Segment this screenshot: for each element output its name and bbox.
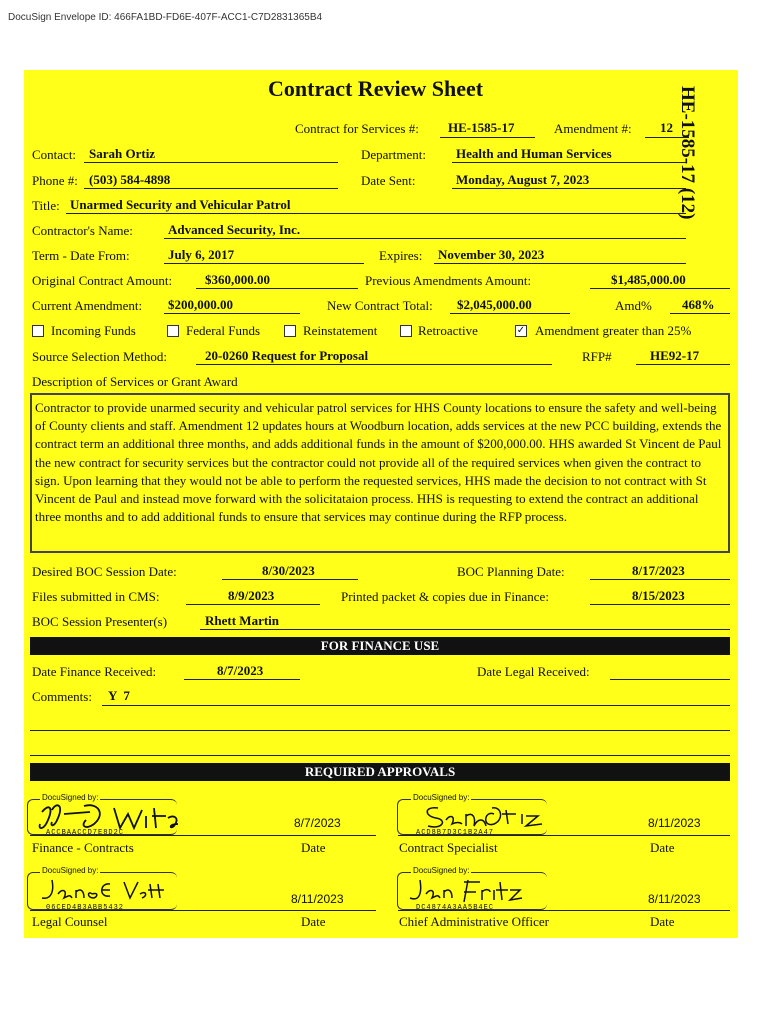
sig4-date: 8/11/2023	[648, 892, 701, 906]
presenter-value: Rhett Martin	[205, 613, 280, 628]
new-total-value: $2,045,000.00	[457, 297, 532, 312]
comments-line-2	[30, 730, 730, 731]
desired-boc-value: 8/30/2023	[262, 563, 315, 578]
rfp-line	[636, 364, 730, 365]
finance-use-bar: FOR FINANCE USE	[30, 637, 730, 655]
description-box: Contractor to provide unarmed security and vehicular patrol services for HHS County locations to ensure the safety and well-being of County clients and staff. Amendment 12 updates hours at Woodburn location, adds services at the new PCC building, extends the contract term an additional three months, and adds additional funds in the amount of $200,000.00. HHS awarded St Vincent de Paul the new contract for security services but the contractor could not provide all of the required services when given the contract to sign. Upon learning that they would not be able to perform the requested services, HHS made the decision to not contract with St Vincent de Paul and instead move forward with the solicitataion process. HHS is requesting to extend the contract an additional three months and to add additional funds to ensure that services may continue during the RFP process.	[30, 393, 730, 553]
sig3-date: 8/11/2023	[291, 892, 344, 906]
finance-contracts-label: Finance - Contracts	[32, 840, 134, 855]
reinstatement-checkbox[interactable]	[284, 325, 296, 337]
signature-id-4: DC4874A3AA5B4EC	[416, 904, 495, 912]
boc-planning-line	[590, 579, 730, 580]
new-total-label: New Contract Total:	[327, 298, 433, 313]
amd-percent-line	[670, 313, 730, 314]
expires-value: November 30, 2023	[438, 247, 545, 262]
date-sent-line	[452, 188, 686, 189]
amendment-number-label: Amendment #:	[554, 121, 632, 136]
expires-line	[434, 263, 686, 264]
original-amount-line	[196, 288, 358, 289]
department-value: Health and Human Services	[456, 146, 612, 161]
docusigned-label-1: DocuSigned by:	[42, 793, 99, 802]
cao-label: Chief Administrative Officer	[399, 914, 549, 929]
cms-label: Files submitted in CMS:	[32, 589, 160, 604]
title-label: Title:	[32, 198, 60, 213]
current-amendment-value: $200,000.00	[168, 297, 233, 312]
desired-boc-line	[222, 579, 358, 580]
new-total-line	[450, 313, 570, 314]
contact-label: Contact:	[32, 147, 77, 162]
source-selection-line	[196, 364, 552, 365]
phone-label: Phone #:	[32, 173, 78, 188]
rfp-label: RFP#	[582, 349, 612, 364]
federal-funds-checkbox[interactable]	[167, 325, 179, 337]
department-line	[452, 162, 686, 163]
comments-label: Comments:	[32, 689, 92, 704]
signature-id-1: ACCBAACCD7E8D2C	[46, 829, 125, 837]
amendment-over-25-checkbox[interactable]: ✓	[516, 325, 526, 336]
incoming-funds-label: Incoming Funds	[51, 323, 136, 338]
signature-id-3: 06CED4B3ABB5432	[46, 904, 125, 912]
required-approvals-bar: REQUIRED APPROVALS	[30, 763, 730, 781]
retroactive-checkbox[interactable]	[400, 325, 412, 337]
signature-chief-admin-officer	[406, 876, 536, 906]
sig1-date-label: Date	[301, 840, 326, 855]
sig3-date-label: Date	[301, 914, 326, 929]
phone-value: (503) 584-4898	[89, 172, 171, 187]
title-line	[66, 213, 686, 214]
amd-percent-value: 468%	[682, 297, 715, 312]
sig4-line	[398, 910, 730, 911]
date-sent-value: Monday, August 7, 2023	[456, 172, 590, 187]
sig1-date: 8/7/2023	[294, 816, 341, 830]
envelope-id: DocuSign Envelope ID: 466FA1BD-FD6E-407F-ACC1-C7D2831365B4	[8, 12, 323, 23]
printed-packet-value: 8/15/2023	[632, 588, 685, 603]
date-sent-label: Date Sent:	[361, 173, 416, 188]
sig3-line	[30, 910, 376, 911]
original-amount-label: Original Contract Amount:	[32, 273, 173, 288]
printed-packet-label: Printed packet & copies due in Finance:	[341, 589, 549, 604]
amendment-over-25-label: Amendment greater than 25%	[535, 323, 692, 338]
finance-received-line	[184, 679, 300, 680]
cms-line	[186, 604, 320, 605]
comments-value: Y 7	[108, 688, 130, 703]
finance-received-label: Date Finance Received:	[32, 664, 157, 679]
source-selection-value: 20-0260 Request for Proposal	[205, 348, 369, 363]
reinstatement-label: Reinstatement	[303, 323, 378, 338]
presenter-line	[200, 629, 730, 630]
boc-planning-value: 8/17/2023	[632, 563, 685, 578]
current-amendment-label: Current Amendment:	[32, 298, 143, 313]
side-contract-id: HE-1585-17 (12)	[677, 86, 698, 220]
sig4-date-label: Date	[650, 914, 675, 929]
sig2-line	[398, 835, 730, 836]
sig2-date: 8/11/2023	[648, 816, 701, 830]
contract-number-value: HE-1585-17	[448, 120, 515, 135]
finance-received-value: 8/7/2023	[217, 663, 264, 678]
legal-counsel-label: Legal Counsel	[32, 914, 108, 929]
contract-number-line	[440, 137, 535, 138]
previous-amendments-label: Previous Amendments Amount:	[365, 273, 532, 288]
signature-legal-counsel	[38, 876, 168, 906]
contract-number-label: Contract for Services #:	[295, 121, 419, 136]
previous-amendments-line	[590, 288, 730, 289]
cms-value: 8/9/2023	[228, 588, 275, 603]
docusigned-label-3: DocuSigned by:	[42, 866, 99, 875]
comments-line-3	[30, 755, 730, 756]
sig2-date-label: Date	[650, 840, 675, 855]
incoming-funds-checkbox[interactable]	[32, 325, 44, 337]
term-value: July 6, 2017	[168, 247, 235, 262]
docusigned-label-4: DocuSigned by:	[413, 866, 470, 875]
title-value: Unarmed Security and Vehicular Patrol	[70, 197, 291, 212]
expires-label: Expires:	[379, 248, 423, 263]
contact-line	[84, 162, 338, 163]
current-amendment-line	[164, 313, 300, 314]
department-label: Department:	[361, 147, 426, 162]
sig1-line	[30, 835, 376, 836]
description-label: Description of Services or Grant Award	[32, 374, 238, 389]
contact-value: Sarah Ortiz	[89, 146, 156, 161]
presenter-label: BOC Session Presenter(s)	[32, 614, 168, 629]
contractor-line	[164, 238, 686, 239]
comments-line-1	[102, 705, 730, 706]
page-title: Contract Review Sheet	[268, 76, 484, 101]
legal-received-label: Date Legal Received:	[477, 664, 590, 679]
signature-id-2: ACD8B7D3C1B2A47	[416, 829, 495, 837]
retroactive-label: Retroactive	[418, 323, 478, 338]
term-line	[164, 263, 364, 264]
federal-funds-label: Federal Funds	[186, 323, 261, 338]
contract-specialist-label: Contract Specialist	[399, 840, 498, 855]
docusigned-label-2: DocuSigned by:	[413, 793, 470, 802]
original-amount-value: $360,000.00	[205, 272, 270, 287]
boc-planning-label: BOC Planning Date:	[457, 564, 565, 579]
amendment-number-value: 12	[660, 120, 673, 135]
rfp-value: HE92-17	[650, 348, 700, 363]
amendment-number-line	[645, 137, 689, 138]
printed-packet-line	[590, 604, 730, 605]
term-label: Term - Date From:	[32, 248, 130, 263]
contractor-label: Contractor's Name:	[32, 223, 133, 238]
phone-line	[84, 188, 338, 189]
contractor-value: Advanced Security, Inc.	[168, 222, 301, 237]
source-selection-label: Source Selection Method:	[32, 349, 168, 364]
desired-boc-label: Desired BOC Session Date:	[32, 564, 177, 579]
previous-amendments-value: $1,485,000.00	[611, 272, 686, 287]
amd-percent-label: Amd%	[615, 298, 652, 313]
legal-received-line	[610, 679, 730, 680]
